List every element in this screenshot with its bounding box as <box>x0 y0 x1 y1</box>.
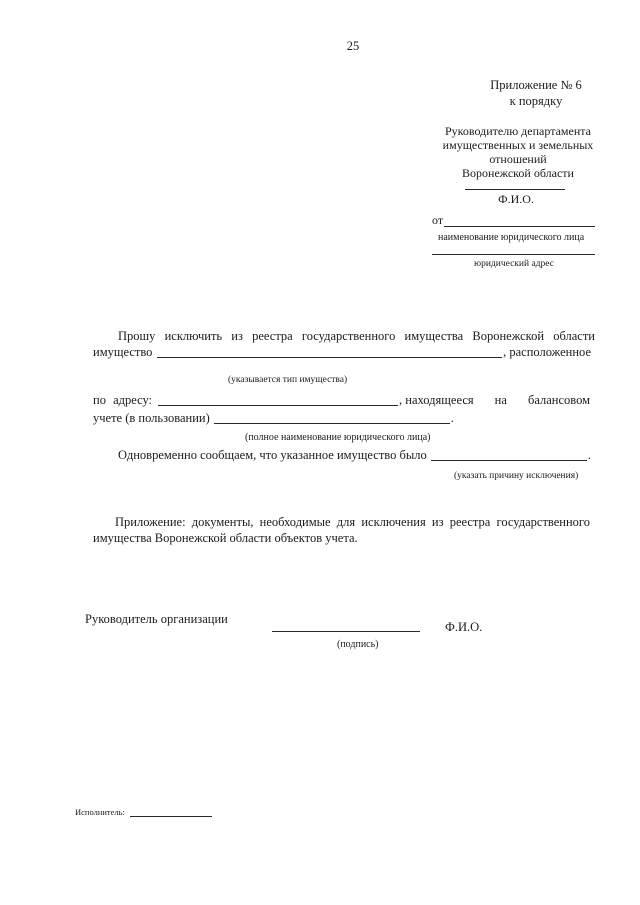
property-type-caption: (указывается тип имущества) <box>228 375 348 385</box>
request-property-line <box>93 344 591 360</box>
located-at-text: , находящееся <box>399 393 474 407</box>
addressee-line: отношений <box>489 152 547 166</box>
notice-end: . <box>587 448 591 462</box>
appendix-header <box>476 77 596 109</box>
property-label: имущество <box>93 345 153 359</box>
request-accounting-line <box>93 410 454 426</box>
executor-label: Исполнитель: <box>75 807 125 817</box>
located-text: , расположенное <box>503 345 591 359</box>
address-blank <box>158 394 398 406</box>
addressee-line: Руководителю департамента <box>445 124 591 138</box>
sender-address-caption: юридический адрес <box>474 259 554 269</box>
reason-blank <box>431 449 587 461</box>
on-text: на <box>494 393 507 407</box>
page-number: 25 <box>346 39 360 53</box>
notice-text: Одновременно сообщаем, что указанное имущество было <box>118 448 427 462</box>
addressee-fio: Ф.И.О. <box>498 192 534 206</box>
signature-line <box>272 631 420 632</box>
reason-caption: (указать причину исключения) <box>454 471 579 481</box>
organization-blank <box>214 412 450 424</box>
request-address-line <box>93 392 590 408</box>
balance-text: балансовом <box>527 393 590 407</box>
from-label: от <box>432 213 444 227</box>
signature-caption: (подпись) <box>337 639 379 650</box>
appendix-number: Приложение № 6 <box>490 78 582 92</box>
organization-caption: (полное наименование юридического лица) <box>245 432 431 443</box>
address-label: по адресу: <box>93 393 153 407</box>
sender-address-line <box>432 254 595 255</box>
appendix-reference: к порядку <box>509 94 563 108</box>
attachment-line-1: Приложение: документы, необходимые для исключения из реестра государственного <box>115 515 590 529</box>
addressee-line: Воронежской области <box>462 166 574 180</box>
executor-line <box>130 816 212 817</box>
attachment-line-2: имущества Воронежской области объектов учета. <box>93 531 358 545</box>
addressee-block <box>428 124 608 180</box>
accounting-end: . <box>450 411 454 425</box>
property-type-blank <box>157 346 502 358</box>
signatory-fio: Ф.И.О. <box>445 620 483 634</box>
request-notice-line <box>118 447 591 463</box>
addressee-name-line <box>465 189 565 190</box>
accounting-label: учете (в пользовании) <box>93 411 210 425</box>
sender-name-caption: наименование юридического лица <box>438 232 585 243</box>
signatory-role: Руководитель организации <box>85 612 228 626</box>
addressee-line: имущественных и земельных <box>442 138 594 152</box>
sender-name-line <box>444 226 595 227</box>
request-line-1: Прошу исключить из реестра государственного имущества Воронежской области <box>118 329 595 343</box>
